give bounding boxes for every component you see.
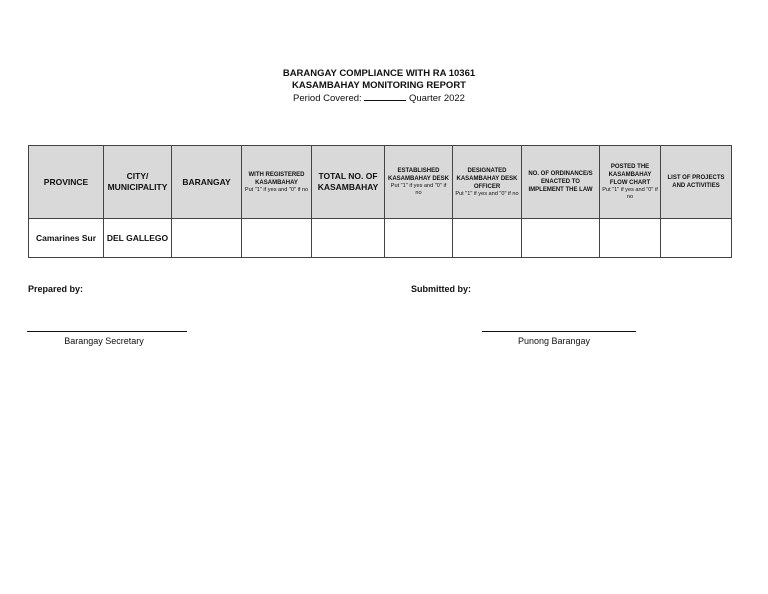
period-blank	[364, 92, 406, 101]
report-subtitle: KASAMBAHAY MONITORING REPORT	[291, 80, 466, 91]
col-total-kasambahay: TOTAL NO. OF KASAMBAHAY	[312, 146, 385, 219]
prepared-by-title: Barangay Secretary	[64, 336, 144, 346]
cell-province[interactable]: Camarines Sur	[29, 219, 104, 258]
col-with-registered: WITH REGISTERED KASAMBAHAY Put "1" if yes and "0" if no	[242, 146, 312, 219]
cell-projects[interactable]	[661, 219, 732, 258]
period-suffix: Quarter 2022	[408, 93, 465, 104]
col-city-municipality: CITY/ MUNICIPALITY	[104, 146, 172, 219]
table-header-row	[29, 146, 732, 219]
col-designated-officer: DESIGNATED KASAMBAHAY DESK OFFICER Put "1" if yes and "0" if no	[453, 146, 522, 219]
period-prefix: Period Covered:	[293, 93, 362, 104]
col-projects: LIST OF PROJECTS AND ACTIVITIES	[661, 146, 732, 219]
cell-total[interactable]	[312, 219, 385, 258]
cell-city[interactable]: DEL GALLEGO	[104, 219, 172, 258]
period-covered	[0, 92, 758, 105]
col-established-desk: ESTABLISHED KASAMBAHAY DESK Put "1" if yes and "0" if no	[385, 146, 453, 219]
cell-desk[interactable]	[385, 219, 453, 258]
table-row	[29, 219, 732, 258]
cell-flowchart[interactable]	[600, 219, 661, 258]
submitted-signature-line	[482, 331, 636, 332]
cell-officer[interactable]	[453, 219, 522, 258]
col-flow-chart: POSTED THE KASAMBAHAY FLOW CHART Put "1" if yes and "0" if no	[600, 146, 661, 219]
col-province: PROVINCE	[29, 146, 104, 219]
cell-registered[interactable]	[242, 219, 312, 258]
cell-barangay[interactable]	[172, 219, 242, 258]
prepared-signature-line	[27, 331, 187, 332]
submitted-by-label: Submitted by:	[411, 284, 471, 294]
cell-ordinance[interactable]	[522, 219, 600, 258]
col-ordinances: NO. OF ORDINANCE/S ENACTED TO IMPLEMENT THE LAW	[522, 146, 600, 219]
report-header	[0, 68, 758, 105]
submitted-by-title: Punong Barangay	[517, 336, 591, 346]
col-barangay: BARANGAY	[172, 146, 242, 219]
prepared-by-label: Prepared by:	[28, 284, 84, 294]
report-title: BARANGAY COMPLIANCE WITH RA 10361	[282, 68, 476, 79]
monitoring-table	[28, 145, 732, 258]
